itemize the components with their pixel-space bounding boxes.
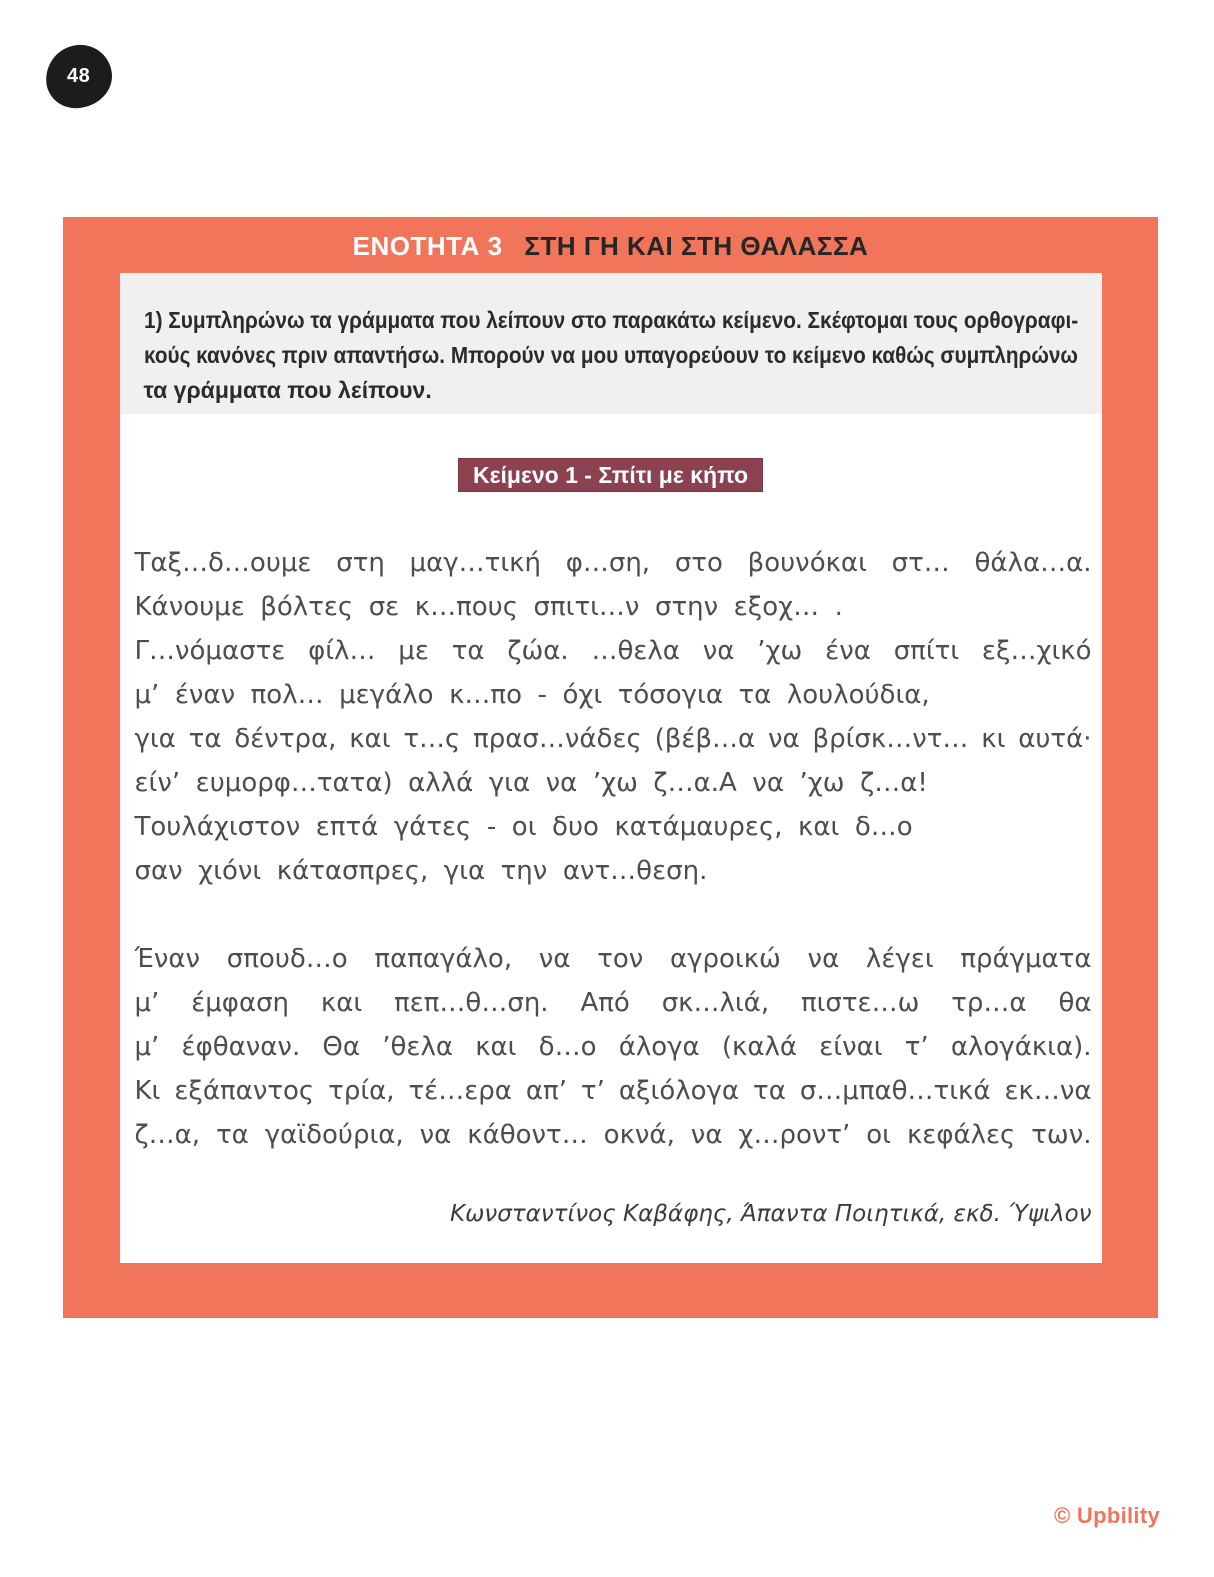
instructions-box [120, 273, 1102, 414]
poem-line: μ’ έμφαση και πεπ…θ…ση. Από σκ…λιά, πιστε…ω τρ…α θα [134, 988, 1092, 1018]
poem-text [135, 541, 1092, 1157]
page-number: 48 [67, 65, 91, 87]
poem-line: μ’ έφθαναν. Θα ’θελα και δ…ο άλογα (καλά είναι τ’ αλογάκια). [134, 1032, 1092, 1062]
poem-line: Τουλάχιστον επτά γάτες - οι δυο κατάμαυρες, και δ…ο [134, 812, 913, 842]
poem-line: Ταξ…δ…ουμε στη μαγ…τική φ…ση, στο βουνόκαι στ… θάλα…α. [134, 548, 1092, 578]
poem-line: σαν χιόνι κάτασπρες, για την αντ…θεση. [134, 856, 708, 886]
page-number-badge [44, 43, 114, 110]
poem-line: μ’ έναν πολ… μεγάλο κ…πο - όχι τόσογια τα λουλούδια, [134, 680, 930, 710]
poem-line: Έναν σπουδ…ο παπαγάλο, να τον αγροικώ να λέγει πράγματα [134, 944, 1092, 974]
poem-line: για τα δέντρα, και τ…ς πρασ…νάδες (βέβ…α να βρίσκ…ντ… κι αυτά· [134, 724, 1092, 754]
unit-header [63, 230, 1158, 262]
content-panel [120, 273, 1102, 1263]
poem-line: Γ…νόμαστε φίλ… με τα ζώα. …θελα να ’χω ένα σπίτι εξ…χικό [134, 636, 1092, 666]
poem-line: Κάνουμε βόλτες σε κ…πους σπιτι…ν στην εξοχ… . [134, 592, 843, 622]
poem-attribution: Κωνσταντίνος Καβάφης, Άπαντα Ποιητικά, εκδ. Ύψιλον [450, 1201, 1092, 1227]
instruction-line: τα γράμματα που λείπουν. [143, 377, 432, 403]
poem-line: Κι εξάπαντος τρία, τέ…ερα απ’ τ’ αξιόλογα τα σ…μπαθ…τικά εκ…να [134, 1076, 1092, 1106]
text-title-label: Κείμενο 1 - Σπίτι με κήπο [458, 458, 763, 492]
poem-line: ζ…α, τα γαϊδούρια, να κάθοντ… οκνά, να χ…ροντ’ οι κεφάλες των. [134, 1120, 1092, 1150]
instruction-line: κούς κανόνες πριν απαντήσω. Μπορούν να μου υπαγορεύουν το κείμενο καθώς συμπληρώνω [143, 342, 1078, 368]
unit-number-label: ΕΝΟΤΗΤΑ 3 [352, 231, 503, 261]
instruction-line: 1) Συμπληρώνω τα γράμματα που λείπουν στο παρακάτω κείμενο. Σκέφτομαι τους ορθογραφι- [143, 307, 1078, 333]
unit-title: ΣΤΗ ΓΗ ΚΑΙ ΣΤΗ ΘΑΛΑΣΣΑ [524, 231, 869, 261]
poem-line: είν’ ευμορφ…τατα) αλλά για να ’χω ζ…α.Α να ’χω ζ…α! [134, 768, 928, 798]
copyright-footer: © Upbility [1054, 1503, 1160, 1528]
unit-card [63, 217, 1158, 1318]
text-title-row [120, 458, 1102, 491]
